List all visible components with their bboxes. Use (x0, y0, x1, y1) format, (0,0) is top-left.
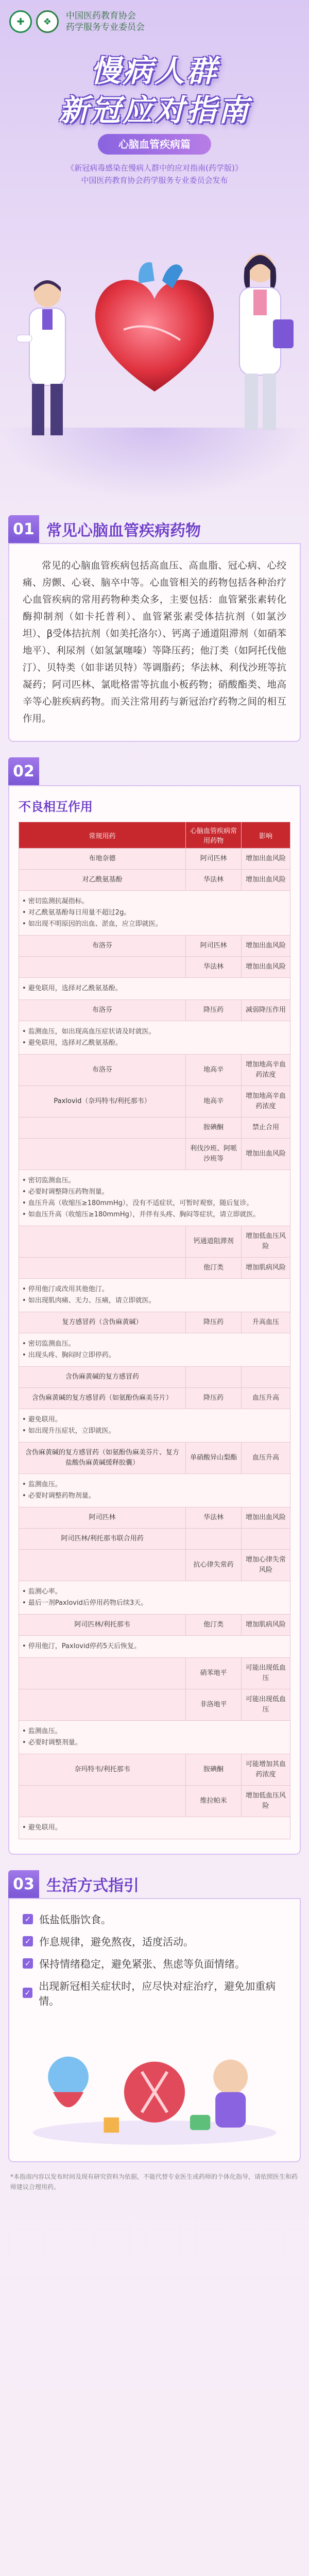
header-banner (0, 0, 309, 515)
table-cell (19, 1786, 186, 1817)
table-note-row (19, 1817, 290, 1839)
table-row (19, 870, 290, 891)
table-note-row (19, 1409, 290, 1443)
table-note-row (19, 891, 290, 936)
source-line-2: 中国医药教育协会药学服务专业委员会发布 (81, 176, 228, 185)
doctor-right-illustration-icon (221, 242, 299, 438)
table-note-row (19, 1474, 290, 1507)
table-row (19, 1117, 290, 1139)
table-cell (19, 1226, 186, 1258)
source-lines (0, 162, 309, 187)
note-line: • 密切监测血压。 (22, 1340, 75, 1348)
table-cell: 单硝酸异山梨酯 (186, 1443, 242, 1474)
section-1-number: 01 (8, 515, 39, 543)
table-cell (186, 1367, 242, 1388)
table-cell: 增加出血风险 (242, 936, 290, 957)
note-line: • 必要时调整药物剂量。 (22, 1492, 95, 1500)
lifestyle-text: 保持情绪稳定，避免紧张、焦虑等负面情绪。 (39, 1958, 245, 1970)
table-row (19, 1786, 290, 1817)
check-icon: ✓ (23, 1988, 32, 1998)
check-icon: ✓ (23, 1914, 33, 1924)
table-note-row (19, 1170, 290, 1226)
table-note-row (19, 1636, 290, 1658)
note-line: • 避免联用。 (22, 1824, 62, 1832)
table-cell: 阿司匹林 (19, 1507, 186, 1529)
table-cell (186, 1529, 242, 1550)
table-cell: 地高辛 (186, 1086, 242, 1117)
note-line: • 最后一剂Paxlovid后停用药物后续3天。 (22, 1599, 148, 1607)
table-note (19, 1474, 290, 1507)
table-cell (19, 957, 186, 978)
table-row (19, 1367, 290, 1388)
note-line: • 监测血压。 (22, 1727, 62, 1735)
table-cell: 他汀类 (186, 1258, 242, 1279)
main-title-line-2: 新冠应对指南 (58, 93, 250, 128)
table-note (19, 1817, 290, 1839)
main-title-block (0, 52, 309, 187)
table-note (19, 1721, 290, 1754)
note-line: • 停用他汀或改用其他他汀。 (22, 1285, 109, 1293)
table-cell: 增加地高辛血药浓度 (242, 1086, 290, 1117)
org-names (66, 10, 145, 33)
table-cell: 可能出现低血压 (242, 1658, 290, 1689)
lifestyle-scene-icon (23, 2015, 286, 2149)
footnote: *本指南内容以发布时间及现有研究资料为依据，不能代替专业医生或药师的个体化指导，请依照医生和药师建议合理用药。 (10, 2173, 298, 2191)
heart-illustration-icon (77, 252, 232, 407)
table-note (19, 1333, 290, 1367)
table-row (19, 1139, 290, 1170)
note-line: • 监测心率。 (22, 1588, 62, 1596)
note-line: • 停用他汀，Paxlovid停药5天后恢复。 (22, 1642, 141, 1650)
table-cell: 非洛地平 (186, 1689, 242, 1721)
section-1-card (8, 543, 301, 742)
table-cell: 华法林 (186, 1507, 242, 1529)
table-cell: 阿司匹林/利托那韦 (19, 1615, 186, 1636)
header-cell-common-drug: 常规用药 (19, 822, 186, 849)
note-line: • 密切监测抗凝指标。 (22, 897, 89, 905)
table-cell: 增加心律失常风险 (242, 1550, 290, 1581)
table-note (19, 1581, 290, 1615)
table-row (19, 1615, 290, 1636)
header-cell-effect: 影响 (242, 822, 290, 849)
header-illustration (0, 211, 309, 500)
section-1-title: 常见心脑血管疾病药物 (46, 522, 201, 540)
table-cell: 复方感冒药（含伪麻黄碱） (19, 1312, 186, 1333)
note-line: • 如血压升高（收缩压≥180mmHg），并伴有头疼、胸闷等症状，请立即就医。 (22, 1211, 260, 1218)
table-cell: 禁止合用 (242, 1117, 290, 1139)
main-title-line-1: 慢病人群 (90, 54, 218, 89)
table-cell: 地高辛 (186, 1055, 242, 1086)
table-cell: 华法林 (186, 957, 242, 978)
section-1-header (8, 515, 301, 543)
table-note-row (19, 1581, 290, 1615)
lifestyle-text: 出现新冠相关症状时，应尽快对症治疗，避免加重病情。 (39, 1980, 276, 2007)
table-header-row (19, 822, 290, 849)
table-row (19, 1507, 290, 1529)
table-cell: 可能出现低血压 (242, 1689, 290, 1721)
table-cell: 降压药 (186, 1388, 242, 1409)
table-cell: 血压升高 (242, 1388, 290, 1409)
table-cell: 含伪麻黄碱的复方感冒药 (19, 1367, 186, 1388)
section-3-number: 03 (8, 1870, 39, 1898)
note-line: • 血压升高（收缩压≥180mmHg），没有不适症状，可暂时观察，随后复诊。 (22, 1199, 253, 1207)
table-cell (19, 1258, 186, 1279)
table-row (19, 1443, 290, 1474)
table-cell: 可能增加其血药浓度 (242, 1754, 290, 1786)
table-row (19, 1550, 290, 1581)
table-cell (19, 1139, 186, 1170)
table-cell: 硝苯地平 (186, 1658, 242, 1689)
table-row (19, 1055, 290, 1086)
table-cell: 增加出血风险 (242, 849, 290, 870)
table-row (19, 936, 290, 957)
table-cell (19, 1658, 186, 1689)
table-cell: 增加肌病风险 (242, 1615, 290, 1636)
subtitle-pill: 心脑血管疾病篇 (98, 134, 211, 155)
table-cell: 阿司匹林 (186, 936, 242, 957)
association-logo-icon: ✚ (9, 10, 32, 33)
table-note-row (19, 1279, 290, 1312)
note-line: • 监测血压。 (22, 1481, 62, 1488)
table-cell: 增加低血压风险 (242, 1226, 290, 1258)
interaction-table (19, 822, 290, 1839)
note-line: • 避免联用。 (22, 1416, 62, 1423)
table-cell: Paxlovid（奈玛特韦/利托那韦） (19, 1086, 186, 1117)
lifestyle-illustration (23, 2015, 286, 2149)
note-line: • 对乙酰氨基酚每日用量不超过2g。 (22, 909, 131, 917)
source-line-1: 《新冠病毒感染在慢病人群中的应对指南(药学版)》 (66, 163, 243, 173)
table-cell: 胺碘酮 (186, 1754, 242, 1786)
committee-logo-icon: ❖ (36, 10, 59, 33)
table-cell: 华法林 (186, 870, 242, 891)
table-cell: 减弱降压作用 (242, 1000, 290, 1021)
section-3-header (8, 1870, 301, 1898)
table-row (19, 1000, 290, 1021)
table-row (19, 1658, 290, 1689)
table-cell: 利伐沙班、阿哌沙班等 (186, 1139, 242, 1170)
table-cell: 钙通道阻滞剂 (186, 1226, 242, 1258)
lifestyle-item (23, 1911, 286, 1926)
table-note-row (19, 1721, 290, 1754)
table-note (19, 1636, 290, 1658)
table-cell: 降压药 (186, 1000, 242, 1021)
section-2-title: 不良相互作用 (19, 800, 93, 814)
section-3-title: 生活方式指引 (46, 1877, 139, 1895)
org-name-2: 药学服务专业委员会 (66, 22, 145, 32)
table-cell: 对乙酰氨基酚 (19, 870, 186, 891)
table-row (19, 1689, 290, 1721)
table-note (19, 891, 290, 936)
check-icon: ✓ (23, 1958, 33, 1969)
table-cell (19, 1689, 186, 1721)
table-note-row (19, 1021, 290, 1055)
table-cell: 含伪麻黄碱的复方感冒药（如氨酚伪麻美芬片、复方盐酸伪麻黄碱缓释胶囊） (19, 1443, 186, 1474)
table-row (19, 1312, 290, 1333)
note-line: • 必要时调整降压药物剂量。 (22, 1188, 109, 1196)
section-3-card (8, 1898, 301, 2162)
note-line: • 密切监测血压。 (22, 1177, 75, 1184)
lifestyle-item (23, 1934, 286, 1948)
logo-row (9, 10, 145, 33)
note-line: • 如出现肌肉痛、无力、压痛，请立即就医。 (22, 1297, 156, 1304)
table-cell: 增加出血风险 (242, 957, 290, 978)
table-cell: 胺碘酮 (186, 1117, 242, 1139)
lifestyle-text: 作息规律，避免熬夜，适度活动。 (39, 1936, 194, 1948)
table-cell: 布洛芬 (19, 1055, 186, 1086)
check-icon: ✓ (23, 1936, 33, 1946)
note-line: • 避免联用，选择对乙酰氨基酚。 (22, 1039, 122, 1047)
note-line: • 如出现不明原因的出血、淤血，应立即就医。 (22, 920, 162, 928)
table-cell: 升高血压 (242, 1312, 290, 1333)
section-2-header (8, 757, 301, 785)
table-row (19, 1754, 290, 1786)
table-cell: 维拉帕米 (186, 1786, 242, 1817)
lifestyle-item (23, 1956, 286, 1971)
table-cell: 抗心律失常药 (186, 1550, 242, 1581)
table-row (19, 1258, 290, 1279)
note-line: • 必要时调整剂量。 (22, 1739, 82, 1747)
section-2-number: 02 (8, 757, 39, 785)
table-cell: 增加出血风险 (242, 1507, 290, 1529)
table-cell: 布地奈德 (19, 849, 186, 870)
table-row (19, 849, 290, 870)
table-cell (242, 1367, 290, 1388)
table-row (19, 1086, 290, 1117)
note-line: • 如出现升压症状，立即就医。 (22, 1427, 115, 1435)
table-cell: 增加地高辛血药浓度 (242, 1055, 290, 1086)
section-2-card (8, 785, 301, 1855)
table-note-row (19, 1333, 290, 1367)
table-row (19, 1529, 290, 1550)
doctor-left-illustration-icon (6, 273, 78, 443)
table-note (19, 1409, 290, 1443)
table-note (19, 1021, 290, 1055)
note-line: • 出现头疼、胸闷时立即停药。 (22, 1351, 115, 1359)
table-cell (242, 1529, 290, 1550)
table-cell: 阿司匹林 (186, 849, 242, 870)
table-note (19, 978, 290, 1000)
section-1-text: 常见的心脑血管疾病包括高血压、高血脂、冠心病、心绞痛、房颤、心衰、脑卒中等。心血管相关的药物包括各种治疗心血管疾病的常用药物种类众多，主要包括：血管紧张素转化酶抑制剂（如卡托普利）、血管紧张素受体拮抗剂（如氯沙坦）、β受体拮抗剂（如美托洛尔）、钙离子通道阻滞剂（如硝苯地平）、利尿剂（如氢氯噻嗪）等降压药；他汀类（如阿托伐他汀）、贝特类（如非诺贝特）等调脂药；华法林、利伐沙班等抗凝药；阿司匹林、氯吡格雷等抗血小板药物；硝酸酯类、地高辛等心脏疾病药物。而关注常用药与新冠治疗药物之间的相互作用。 (23, 561, 286, 724)
table-row (19, 1388, 290, 1409)
table-cell: 阿司匹林/利托那韦联合用药 (19, 1529, 186, 1550)
note-line: • 监测血压，如出现高血压症状请及时就医。 (22, 1028, 156, 1036)
note-line: • 避免联用，选择对乙酰氨基酚。 (22, 985, 122, 992)
org-name-1: 中国医药教育协会 (66, 11, 136, 21)
table-note (19, 1279, 290, 1312)
table-cell: 增加低血压风险 (242, 1786, 290, 1817)
table-note-row (19, 978, 290, 1000)
table-cell: 血压升高 (242, 1443, 290, 1474)
table-cell (19, 1117, 186, 1139)
header-cell-cv-drug: 心脑血管疾病常用药物 (186, 822, 242, 849)
table-note (19, 1170, 290, 1226)
table-cell: 含伪麻黄碱的复方感冒药（如氨酚伪麻美芬片） (19, 1388, 186, 1409)
lifestyle-text: 低盐低脂饮食。 (39, 1913, 111, 1926)
table-cell: 增加肌病风险 (242, 1258, 290, 1279)
table-row (19, 957, 290, 978)
lifestyle-item (23, 1978, 286, 2008)
table-cell: 奈玛特韦/利托那韦 (19, 1754, 186, 1786)
table-row (19, 1226, 290, 1258)
table-cell: 他汀类 (186, 1615, 242, 1636)
table-cell: 增加出血风险 (242, 1139, 290, 1170)
table-cell: 降压药 (186, 1312, 242, 1333)
table-cell: 布洛芬 (19, 936, 186, 957)
table-cell: 布洛芬 (19, 1000, 186, 1021)
table-cell: 增加出血风险 (242, 870, 290, 891)
table-cell (19, 1550, 186, 1581)
